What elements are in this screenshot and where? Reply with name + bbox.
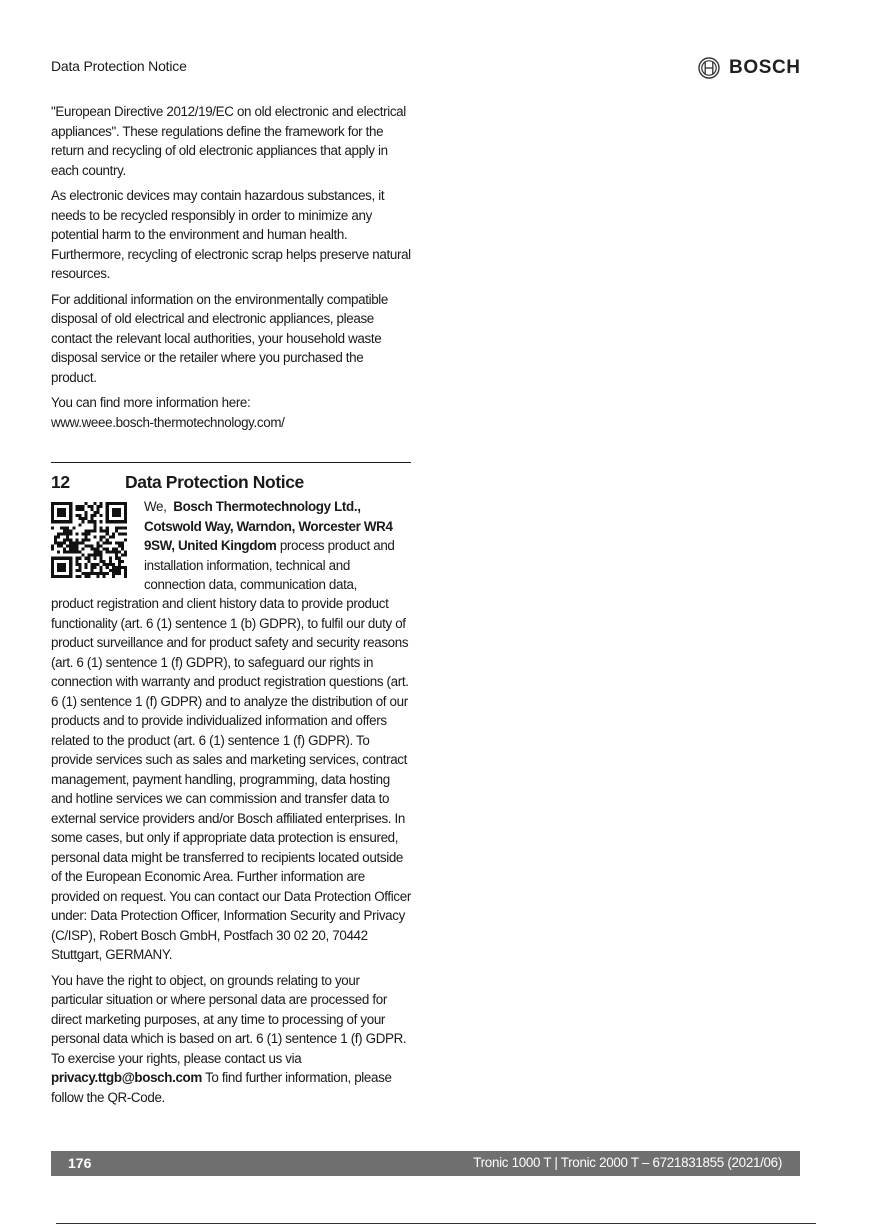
- page-number: 176: [68, 1155, 92, 1171]
- section-title: Data Protection Notice: [125, 472, 304, 492]
- paragraph: "European Directive 2012/19/EC on old electronic and electrical appliances". These regulations define the framework for the return and recycling of old electronic appliances that apply in each country.: [51, 104, 406, 178]
- intro-rest: process product and installation information, technical and connection data, communication data,: [144, 538, 395, 592]
- rights-text-end: To find further information, please follow the QR-Code.: [51, 1070, 392, 1105]
- data-protection-intro: [144, 497, 411, 595]
- paragraph: As electronic devices may contain hazardous substances, it needs to be recycled responsibly in order to minimize any potential harm to the environment and human health. Furthermore, recycling of electronic scrap helps preserve natural resources.: [51, 188, 411, 281]
- qr-code-icon[interactable]: [51, 502, 127, 578]
- footer-bar: [51, 1151, 800, 1176]
- weee-info-label: You can find more information here:: [51, 395, 251, 410]
- paragraph: [51, 393, 411, 432]
- weee-link[interactable]: www.weee.bosch-thermotechnology.com/: [51, 414, 285, 430]
- section-divider: [51, 462, 411, 463]
- company-address: Bosch Thermotechnology Ltd., Cotswold Way, Warndon, Worcester WR4 9SW, United Kingdom: [144, 499, 393, 553]
- privacy-email-link[interactable]: privacy.ttgb@bosch.com: [51, 1070, 202, 1085]
- rights-text: You have the right to object, on grounds relating to your particular situation or where personal data are processed for direct marketing purposes, at any time to processing of your personal data which is based on art. 6 (1) sentence 1 (f) GDPR. To exercise your rights, please contact us via: [51, 972, 407, 1066]
- brand-name: BOSCH: [729, 57, 801, 78]
- page-header-title: Data Protection Notice: [51, 58, 187, 74]
- document-id: Tronic 1000 T | Tronic 2000 T – 6721831855 (2021/06): [473, 1155, 782, 1170]
- bottom-rule: [56, 1223, 816, 1224]
- paragraph: product registration and client history data to provide product functionality (art. 6 (1) sentence 1 (b) GDPR), to fulfil our duty of product surveillance and for product safety and security reasons (art. 6 (1) sentence 1 (f) GDPR), to safeguard our rights in connection with warranty and product registration questions (art. 6 (1) sentence 1 (f) GDPR) and to analyze the distribution of our products and to provide individualized information and offers related to the product (art. 6 (1) sentence 1 (f) GDPR). To provide services such as sales and marketing services, contract management, payment handling, programming, data hosting and hotline services we can commission and transfer data to external service providers and/or Bosch affiliated enterprises. In some cases, but only if appropriate data protection is ensured, personal data might be transferred to recipients located outside of the European Economic Area. Further information are provided on request. You can contact our Data Protection Officer under: Data Protection Officer, Information Security and Privacy (C/ISP), Robert Bosch GmbH, Postfach 30 02 20, 70442 Stuttgart, GERMANY.: [51, 596, 411, 962]
- weee-text: [51, 102, 411, 438]
- data-protection-text: [51, 594, 411, 1113]
- bosch-logo: [698, 56, 801, 80]
- paragraph: [51, 971, 411, 1108]
- intro-we: We,: [144, 499, 167, 514]
- section-heading: [51, 472, 304, 493]
- paragraph: For additional information on the environmentally compatible disposal of old electrical and electronic appliances, please contact the relevant local authorities, your household waste disposal service or the retailer where you purchased the product.: [51, 291, 389, 385]
- bosch-armature-icon: [698, 57, 720, 79]
- section-number: 12: [51, 472, 70, 492]
